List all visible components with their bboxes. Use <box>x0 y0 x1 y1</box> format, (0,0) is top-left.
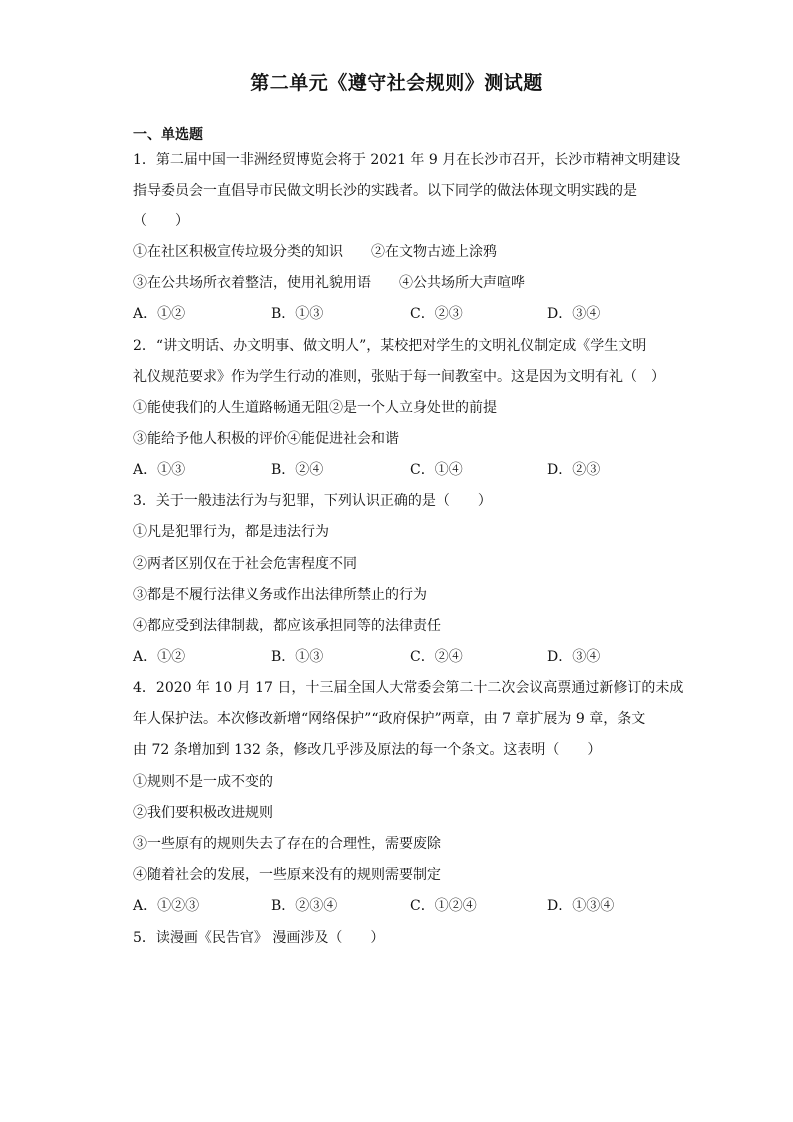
question-4-line-1: 4．2020 年 10 月 17 日，十三届全国人大常委会第二十二次会议高票通过新修订的未成 <box>133 680 684 696</box>
option-d: D．①③④ <box>547 898 615 914</box>
question-2-options <box>133 460 663 480</box>
option-a: A．①③ <box>133 462 186 478</box>
option-b: B．②③④ <box>271 898 338 914</box>
question-4-statement-4: ④随着社会的发展，一些原来没有的规则需要制定 <box>133 867 441 883</box>
question-3-line-1: 3．关于一般违法行为与犯罪，下列认识正确的是（ ） <box>133 493 492 509</box>
option-c: C．②④ <box>410 649 463 665</box>
question-4-statement-1: ①规则不是一成不变的 <box>133 774 273 790</box>
question-1-statements-2: ③在公共场所衣着整洁，使用礼貌用语 ④公共场所大声喧哗 <box>133 275 525 291</box>
option-c: C．②③ <box>410 306 463 322</box>
question-3-statement-2: ②两者区别仅在于社会危害程度不同 <box>133 556 357 572</box>
question-3-options <box>133 647 663 667</box>
question-4-statement-3: ③一些原有的规则失去了存在的合理性，需要废除 <box>133 836 441 852</box>
option-a: A．①② <box>133 649 186 665</box>
option-d: D．②③ <box>547 462 601 478</box>
option-c: C．①②④ <box>410 898 477 914</box>
question-1-options <box>133 304 663 324</box>
option-a: A．①② <box>133 306 186 322</box>
question-4-line-3: 由 72 条增加到 132 条，修改几乎涉及原法的每一个条文。这表明（ ） <box>133 742 602 758</box>
question-1-statements-1: ①在社区积极宣传垃圾分类的知识 ②在文物古迹上涂鸦 <box>133 244 497 260</box>
option-b: B．②④ <box>271 462 324 478</box>
question-3-statement-1: ①凡是犯罪行为，都是违法行为 <box>133 524 329 540</box>
question-2-line-1: 2．“讲文明话、办文明事、做文明人”，某校把对学生的文明礼仪制定成《学生文明 <box>133 338 647 354</box>
question-5-line-1: 5．读漫画《民告官》 漫画涉及（ ） <box>133 930 385 946</box>
question-2-statements-2: ③能给予他人积极的评价④能促进社会和谐 <box>133 431 399 447</box>
section-heading: 一、单选题 <box>133 127 203 143</box>
option-d: D．③④ <box>547 649 601 665</box>
document-title: 第二单元《遵守社会规则》测试题 <box>250 72 543 94</box>
question-1-line-3: （ ） <box>133 213 189 229</box>
option-d: D．③④ <box>547 306 601 322</box>
question-3-statement-4: ④都应受到法律制裁，都应该承担同等的法律责任 <box>133 618 441 634</box>
question-2-statements-1: ①能使我们的人生道路畅通无阻②是一个人立身处世的前提 <box>133 400 497 416</box>
option-b: B．①③ <box>271 649 324 665</box>
option-c: C．①④ <box>410 462 463 478</box>
question-2-line-2: 礼仪规范要求》作为学生行动的准则，张贴于每一间教室中。这是因为文明有礼（ ） <box>133 369 665 385</box>
option-b: B．①③ <box>271 306 324 322</box>
option-a: A．①②③ <box>133 898 200 914</box>
question-4-statement-2: ②我们要积极改进规则 <box>133 805 273 821</box>
question-4-options <box>133 896 663 916</box>
question-3-statement-3: ③都是不履行法律义务或作出法律所禁止的行为 <box>133 587 427 603</box>
question-1-line-2: 指导委员会一直倡导市民做文明长沙的实践者。以下同学的做法体现文明实践的是 <box>133 183 637 199</box>
question-4-line-2: 年人保护法。本次修改新增“网络保护”“政府保护”两章，由 7 章扩展为 9 章，条文 <box>133 711 646 727</box>
question-1-line-1: 1．第二届中国一非洲经贸博览会将于 2021 年 9 月在长沙市召开，长沙市精神文明建设 <box>133 152 681 168</box>
